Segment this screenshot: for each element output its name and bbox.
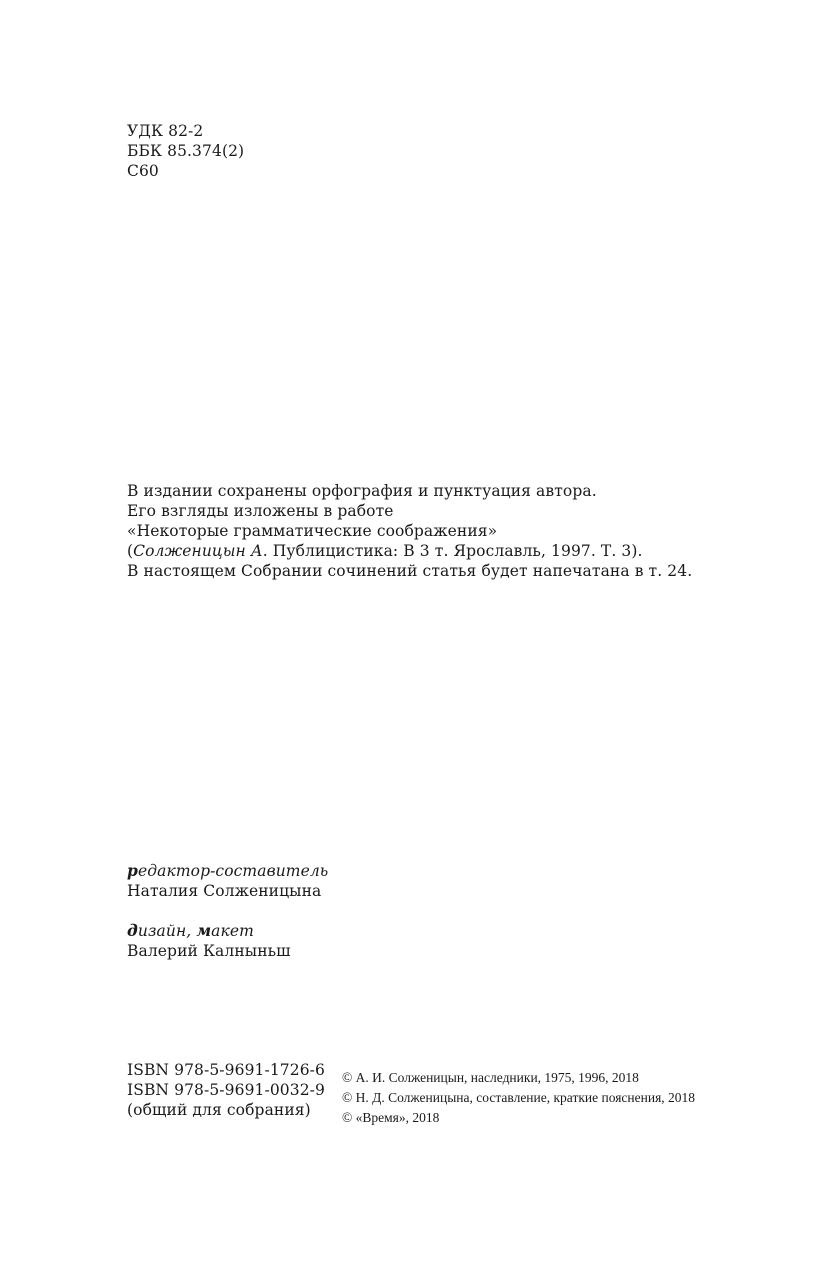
designer-name: Валерий Калныньш bbox=[127, 942, 291, 960]
design-credit bbox=[127, 921, 291, 961]
udk-code: УДК 82-2 bbox=[127, 122, 204, 140]
layout-role-initial: м bbox=[196, 921, 212, 940]
isbn-collection: ISBN 978-5-9691-0032-9 bbox=[127, 1081, 325, 1099]
copyright-notices bbox=[342, 1068, 695, 1128]
author-mark: С60 bbox=[127, 162, 159, 180]
note-line-5: В настоящем Собрании сочинений статья будет напечатана в т. 24. bbox=[127, 562, 693, 580]
note-line-1: В издании сохранены орфография и пунктуация автора. bbox=[127, 482, 597, 500]
citation-author: Солженицын А. bbox=[133, 542, 268, 560]
design-role-initial: д bbox=[127, 921, 138, 940]
note-line-2: Его взгляды изложены в работе bbox=[127, 502, 394, 520]
note-paren: ( bbox=[127, 542, 134, 560]
isbn-collection-note: (общий для собрания) bbox=[127, 1101, 311, 1119]
design-role-text: изайн, bbox=[137, 922, 197, 940]
editor-role bbox=[127, 861, 328, 881]
copyright-line-1: © А. И. Солженицын, наследники, 1975, 1996, 2018 bbox=[342, 1070, 639, 1085]
edition-note bbox=[127, 481, 692, 581]
citation-rest: Публицистика: В 3 т. Ярославль, 1997. Т. 3). bbox=[267, 542, 643, 560]
bbk-code: ББК 85.374(2) bbox=[127, 142, 245, 160]
editor-credit bbox=[127, 861, 328, 901]
classification-codes bbox=[127, 121, 244, 181]
note-line-3: «Некоторые грамматические соображения» bbox=[127, 522, 498, 540]
editor-role-text: едактор-составитель bbox=[137, 862, 329, 880]
copyright-line-3: © «Время», 2018 bbox=[342, 1110, 440, 1125]
isbn-volume: ISBN 978-5-9691-1726-6 bbox=[127, 1061, 325, 1079]
copyright-line-2: © Н. Д. Солженицына, составление, краткие пояснения, 2018 bbox=[342, 1090, 696, 1105]
isbn-block bbox=[127, 1060, 325, 1120]
layout-role-text: акет bbox=[211, 922, 254, 940]
editor-name: Наталия Солженицына bbox=[127, 882, 322, 900]
design-role bbox=[127, 921, 291, 941]
editor-role-initial: р bbox=[127, 861, 138, 880]
note-line-4 bbox=[127, 541, 692, 561]
